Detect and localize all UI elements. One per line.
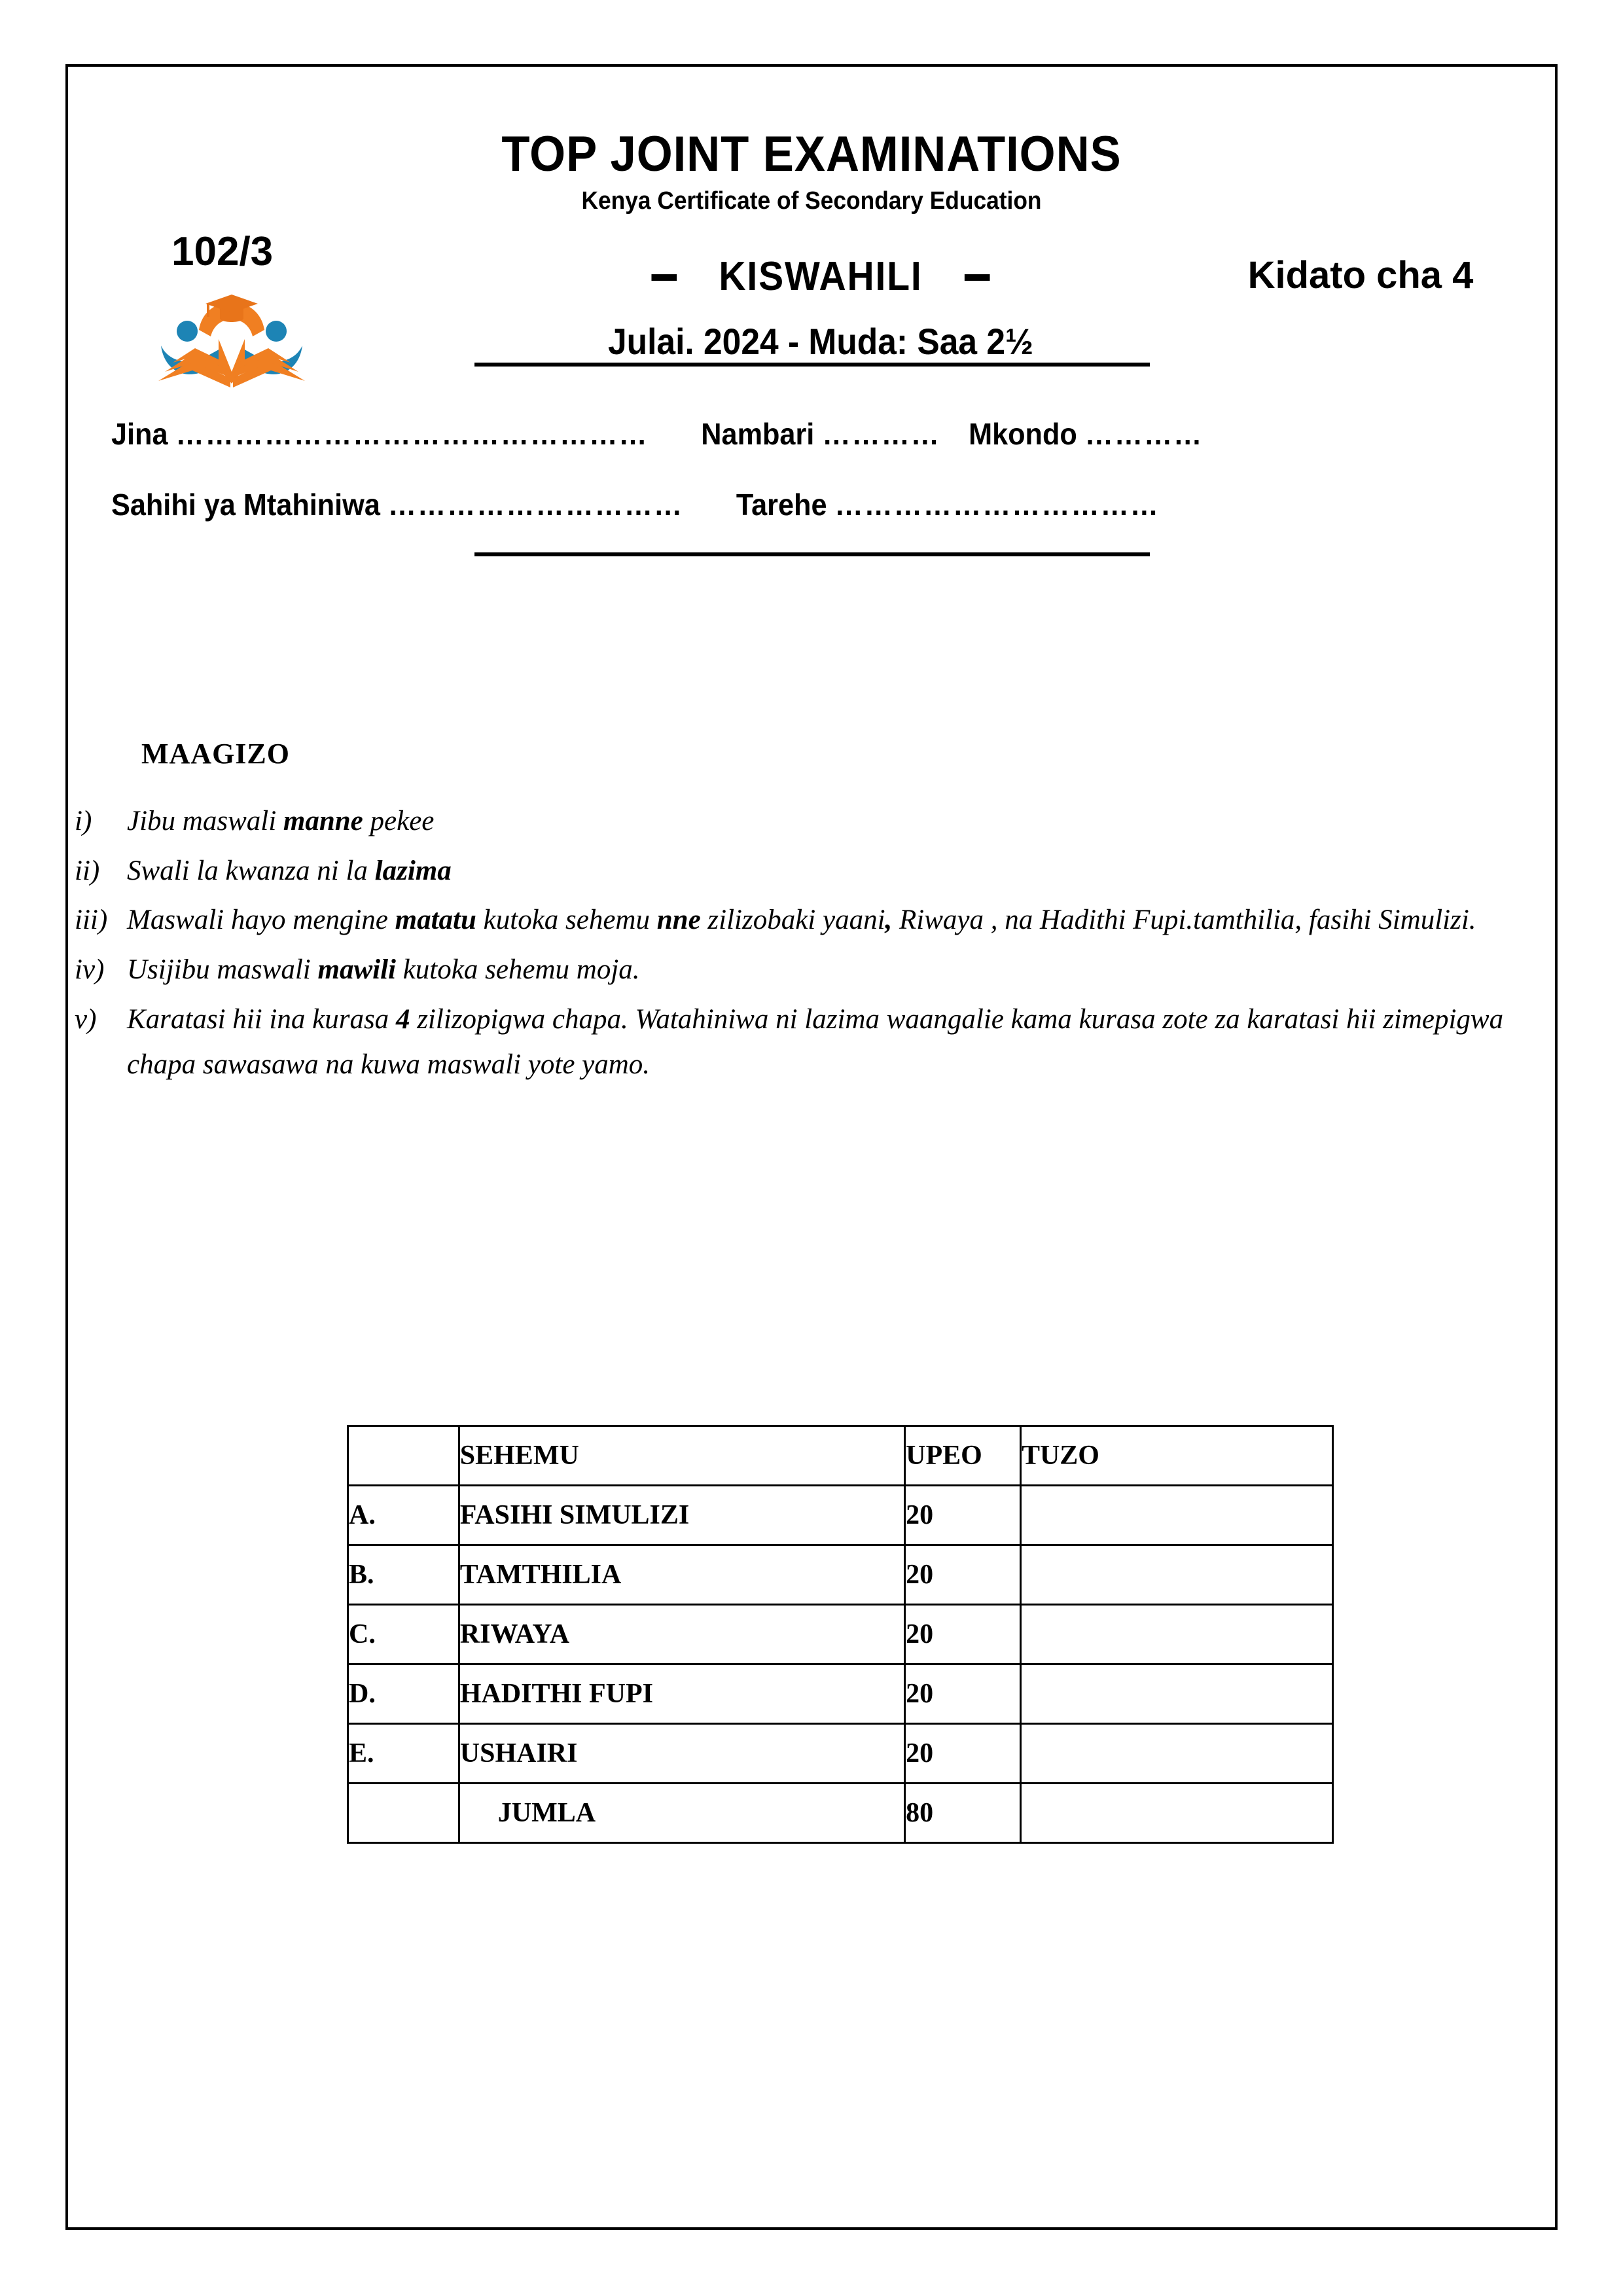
table-header-row: [348, 1426, 1333, 1486]
instruction-text: [127, 848, 1555, 894]
instruction-fragment: Usijibu maswali: [127, 954, 318, 985]
instruction-fragment: Swali la kwanza ni la: [127, 855, 375, 886]
stream-input[interactable]: …………: [1084, 417, 1204, 451]
stream-label: Mkondo: [969, 417, 1077, 451]
instruction-item: [68, 798, 1555, 844]
instruction-marker: v): [75, 1003, 97, 1035]
dash-right-icon: [965, 274, 990, 281]
instruction-emphasis: 4: [395, 1003, 410, 1035]
instruction-fragment: zilizobaki yaani: [700, 905, 885, 936]
exam-header: [68, 67, 1555, 376]
instructions-section: [68, 740, 1555, 1092]
instruction-text: [127, 947, 1555, 993]
row-awarded-marks[interactable]: [1020, 1545, 1332, 1605]
instruction-fragment: Maswali hayo mengine: [127, 905, 395, 936]
candidate-name-row: [111, 419, 1342, 449]
marks-table-container: [347, 1425, 1334, 1844]
row-section-name: FASIHI SIMULIZI: [459, 1486, 904, 1545]
instruction-emphasis: nne: [656, 905, 701, 936]
form-level: Kidato cha 4: [1247, 254, 1474, 296]
row-index: B.: [348, 1545, 459, 1605]
row-index: D.: [348, 1664, 459, 1724]
date-and-duration: Julai. 2024 - Muda: Saa 2½: [607, 321, 1034, 362]
instruction-text: [127, 897, 1555, 943]
divider-rule-top: [474, 363, 1150, 367]
number-label: Nambari: [701, 417, 815, 451]
instruction-text: [127, 798, 1555, 844]
instruction-item: [68, 947, 1555, 993]
instruction-item: [68, 997, 1555, 1088]
date-input[interactable]: ……………………………: [834, 488, 1160, 522]
total-label: JUMLA: [459, 1784, 904, 1843]
row-max-marks: 20: [905, 1605, 1021, 1664]
table-total-row: [348, 1784, 1333, 1843]
instruction-item: [68, 848, 1555, 894]
instruction-fragment: Jibu maswali: [127, 806, 283, 836]
instructions-list: [68, 798, 1555, 1088]
marks-table: [347, 1425, 1334, 1844]
paper-code: 102/3: [171, 229, 274, 274]
table-row: [348, 1486, 1333, 1545]
row-section-name: RIWAYA: [459, 1605, 904, 1664]
name-input[interactable]: …………………………………………: [175, 417, 649, 451]
total-max-marks: 80: [905, 1784, 1021, 1843]
graduation-book-logo: [153, 285, 310, 390]
row-max-marks: 20: [905, 1486, 1021, 1545]
signature-label: Sahihi ya Mtahiniwa: [111, 488, 380, 522]
instruction-marker: ii): [75, 855, 100, 886]
divider-rule-bottom: [474, 552, 1150, 556]
instruction-text: [127, 997, 1555, 1088]
subject-name: KISWAHILI: [719, 254, 923, 299]
subject-line: [501, 254, 1139, 299]
column-header-tuzo: TUZO: [1020, 1426, 1332, 1486]
instruction-marker: iv): [75, 954, 105, 985]
column-header-upeo: UPEO: [905, 1426, 1021, 1486]
table-row: [348, 1664, 1333, 1724]
number-input[interactable]: …………: [822, 417, 940, 451]
column-header-index: [348, 1426, 459, 1486]
row-max-marks: 20: [905, 1724, 1021, 1784]
instruction-fragment: Karatasi hii ina kurasa: [127, 1003, 396, 1035]
instruction-emphasis: mawili: [317, 954, 396, 985]
total-awarded-marks[interactable]: [1020, 1784, 1332, 1843]
instruction-marker: iii): [75, 905, 108, 936]
page-title: TOP JOINT EXAMINATIONS: [501, 126, 1122, 182]
instruction-emphasis: matatu: [395, 905, 476, 936]
row-section-name: HADITHI FUPI: [459, 1664, 904, 1724]
instruction-fragment: pekee: [363, 806, 435, 836]
total-index: [348, 1784, 459, 1843]
instruction-marker: i): [75, 806, 92, 836]
table-row: [348, 1605, 1333, 1664]
candidate-signature-row: [111, 490, 1342, 520]
instruction-fragment: zilizopigwa chapa. Watahiniwa ni lazima waangalie kama kurasa zote za karatasi hii zimepigwa chapa sawasawa na kuwa maswali yote yamo.: [127, 1003, 1504, 1081]
signature-input[interactable]: …………………………: [387, 488, 684, 522]
row-awarded-marks[interactable]: [1020, 1486, 1332, 1545]
instruction-emphasis: manne: [283, 806, 363, 836]
row-awarded-marks[interactable]: [1020, 1664, 1332, 1724]
row-max-marks: 20: [905, 1545, 1021, 1605]
dash-left-icon: [651, 274, 677, 281]
instruction-fragment: kutoka sehemu moja.: [395, 954, 640, 985]
column-header-sehemu: SEHEMU: [459, 1426, 904, 1486]
row-max-marks: 20: [905, 1664, 1021, 1724]
instruction-fragment: kutoka sehemu: [476, 905, 657, 936]
row-awarded-marks[interactable]: [1020, 1605, 1332, 1664]
instruction-fragment: Riwaya , na Hadithi Fupi.tamthilia, fasihi Simulizi.: [892, 905, 1476, 936]
instruction-item: [68, 897, 1555, 943]
row-awarded-marks[interactable]: [1020, 1724, 1332, 1784]
name-label: Jina: [111, 417, 168, 451]
exam-subtitle: Kenya Certificate of Secondary Education: [581, 187, 1042, 215]
table-row: [348, 1545, 1333, 1605]
table-row: [348, 1724, 1333, 1784]
row-index: C.: [348, 1605, 459, 1664]
date-label: Tarehe: [736, 488, 827, 522]
instruction-emphasis: ,: [885, 905, 893, 936]
row-index: A.: [348, 1486, 459, 1545]
instruction-emphasis: lazima: [374, 855, 452, 886]
row-section-name: USHAIRI: [459, 1724, 904, 1784]
row-section-name: TAMTHILIA: [459, 1545, 904, 1605]
paper-meta-row: [68, 225, 1555, 376]
row-index: E.: [348, 1724, 459, 1784]
instructions-heading: MAAGIZO: [141, 738, 290, 770]
